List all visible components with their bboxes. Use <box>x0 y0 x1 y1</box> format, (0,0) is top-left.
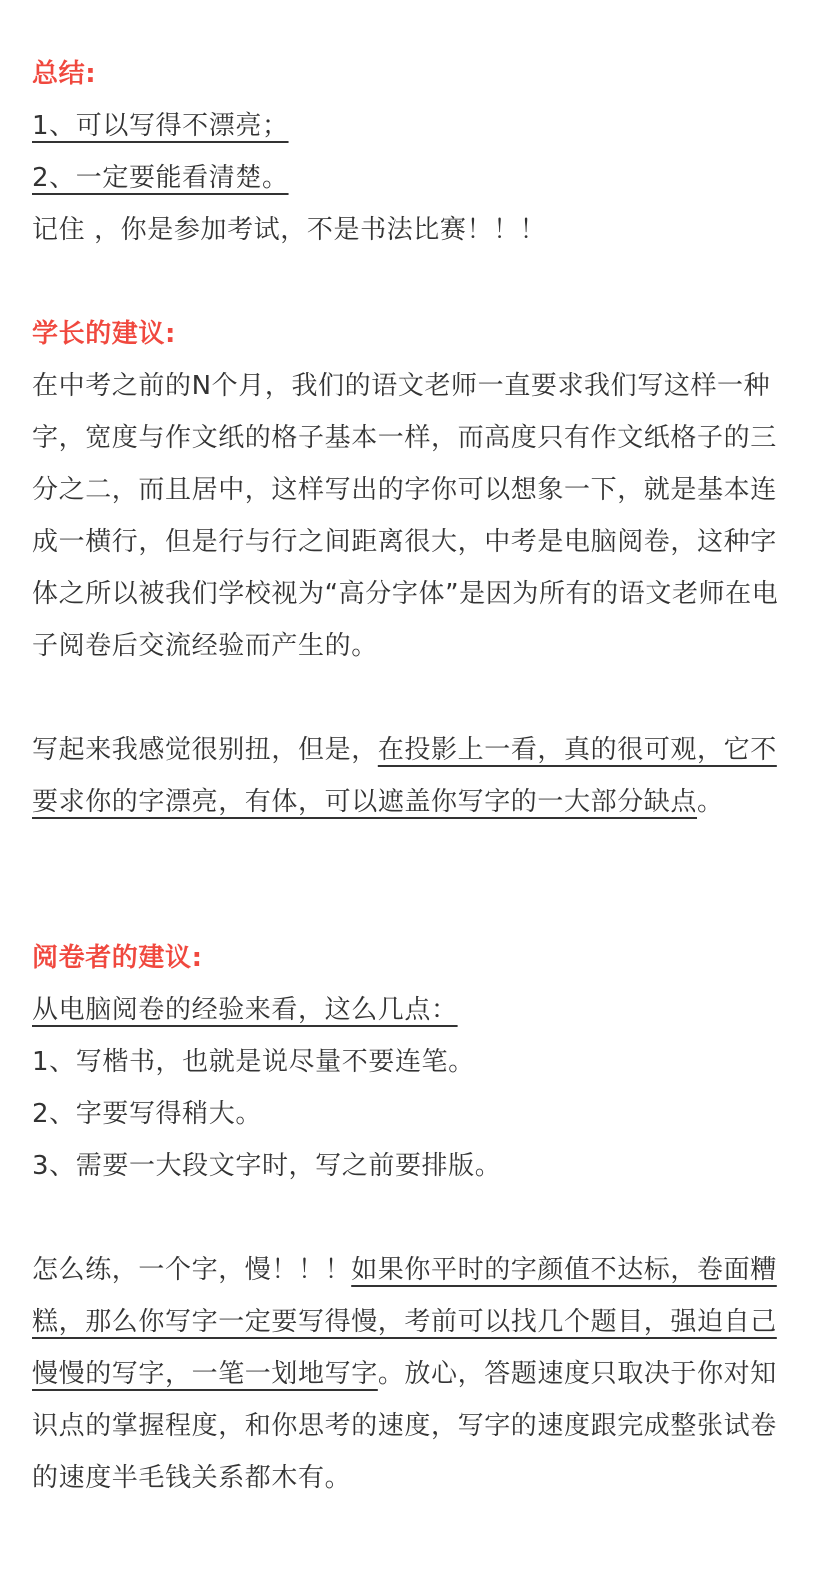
grader-advice-heading: 阅卷者的建议: <box>32 943 203 973</box>
grader-tip-1: 1、写楷书，也就是说尽量不要连笔。 <box>32 1047 475 1077</box>
summary-item-1 <box>32 100 792 152</box>
summary-item-2-text: 2、一定要能看清楚。 <box>32 163 289 193</box>
practice-end: 。放心，答题速度只取决于你对知识点的掌握程度，和你思考的速度，写字的速度跟完成整张试卷的速度半毛钱关系都木有。 <box>32 1359 777 1493</box>
senior-advice-heading: 学长的建议: <box>32 319 176 349</box>
spacer <box>32 828 792 932</box>
senior-advice-paragraph-1: 在中考之前的N个月，我们的语文老师一直要求我们写这样一种字，宽度与作文纸的格子基本一样，而高度只有作文纸格子的三分之二，而且居中，这样写出的字你可以想象一下，就是基本连成一横行，但是行与行之间距离很大，中考是电脑阅卷，这种字体之所以被我们学校视为“高分字体”是因为所有的语文老师在电子阅卷后交流经验而产生的。 <box>32 371 779 661</box>
summary-item-2 <box>32 152 792 204</box>
spacer <box>32 1192 792 1244</box>
grader-advice-intro <box>32 984 792 1036</box>
spacer <box>32 672 792 724</box>
senior-advice-paragraph-2 <box>32 724 792 828</box>
grader-tip-2: 2、字要写得稍大。 <box>32 1099 262 1129</box>
grader-advice-intro-text: 从电脑阅卷的经验来看，这么几点： <box>32 995 458 1025</box>
practice-lead: 怎么练，一个字，慢！！！ <box>32 1255 352 1285</box>
practice-paragraph <box>32 1244 792 1504</box>
senior-advice-paragraph-2-end: 。 <box>697 787 724 817</box>
article-body <box>32 0 792 1504</box>
summary-item-1-text: 1、可以写得不漂亮； <box>32 111 289 141</box>
summary-note: 记住 ，你是参加考试，不是书法比赛！！！ <box>32 215 547 245</box>
spacer <box>32 256 792 308</box>
senior-advice-highlight: 在投影上一看，真的很可观，它不要求你的字漂亮，有体，可以遮盖你写字的一大部分缺点 <box>32 735 777 817</box>
grader-tip-3: 3、需要一大段文字时，写之前要排版。 <box>32 1151 502 1181</box>
senior-advice-paragraph-2-lead: 写起来我感觉很别扭，但是， <box>32 735 378 765</box>
summary-heading: 总结: <box>32 59 97 89</box>
practice-highlight: 如果你平时的字颜值不达标，卷面糟糕，那么你写字一定要写得慢，考前可以找几个题目，强迫自己慢慢的写字，一笔一划地写字 <box>32 1255 777 1389</box>
